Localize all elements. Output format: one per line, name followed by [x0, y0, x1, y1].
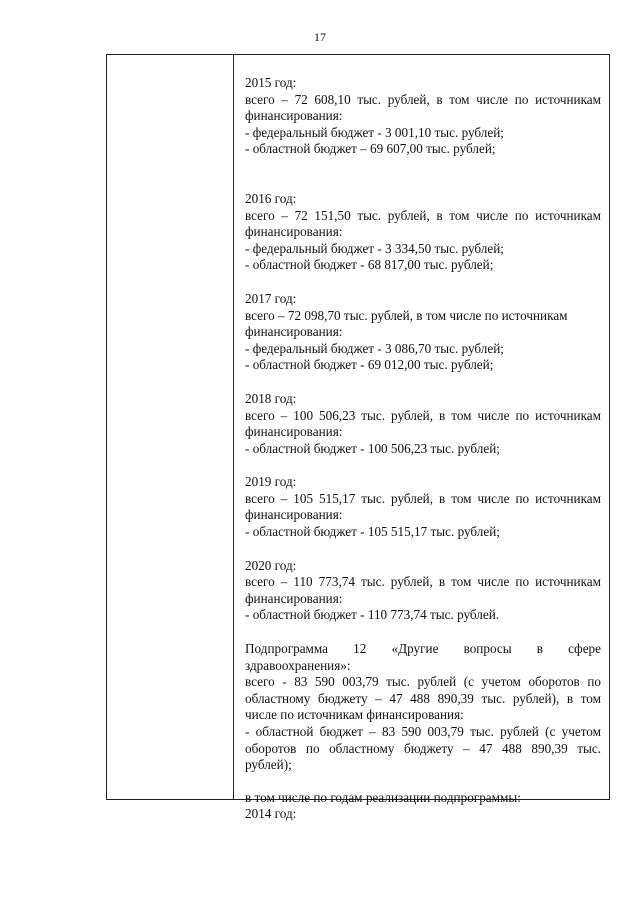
- table-left-column: [107, 55, 234, 799]
- total-line: всего – 72 151,50 тыс. рублей, в том числе по источникам: [245, 207, 601, 223]
- funding-item: - федеральный бюджет - 3 001,10 тыс. рублей;: [245, 124, 504, 140]
- subprogram-total-cont: областному бюджету – 47 488 890,39 тыс. рублей), в том: [245, 690, 601, 706]
- funding-item: - областной бюджет – 69 607,00 тыс. рублей;: [245, 141, 496, 157]
- total-line: всего – 72 098,70 тыс. рублей, в том числе по источникам: [245, 307, 568, 323]
- total-line: всего – 110 773,74 тыс. рублей, в том числе по источникам: [245, 574, 601, 590]
- page-number: 17: [314, 30, 326, 44]
- financing-label: финансирования:: [245, 324, 343, 340]
- funding-item: - областной бюджет - 69 012,00 тыс. рублей;: [245, 357, 494, 373]
- funding-block-2015: [245, 75, 601, 158]
- subprogram-block: [245, 641, 601, 774]
- subprogram-item: - областной бюджет – 83 590 003,79 тыс. рублей (с учетом: [245, 724, 601, 739]
- subprogram-title-cont: здравоохранения»:: [245, 657, 351, 673]
- funding-item: - федеральный бюджет - 3 334,50 тыс. рублей;: [245, 240, 504, 256]
- subprogram-total: всего - 83 590 003,79 тыс. рублей (с учетом оборотов по: [245, 674, 601, 690]
- funding-item: - областной бюджет - 68 817,00 тыс. рублей;: [245, 257, 494, 273]
- funding-item: - областной бюджет - 110 773,74 тыс. рублей.: [245, 607, 500, 623]
- year-heading: 2014 год:: [245, 806, 297, 822]
- document-table: [106, 54, 610, 822]
- funding-block-2016: [245, 191, 601, 274]
- financing-label: финансирования:: [245, 108, 343, 124]
- funding-block-2017: [245, 291, 601, 374]
- subprogram-item-cont: рублей);: [245, 757, 292, 773]
- financing-label: финансирования:: [245, 590, 343, 606]
- year-heading: 2017 год:: [245, 290, 297, 306]
- table-right-column: [235, 55, 609, 823]
- total-line: всего – 105 515,17 тыс. рублей, в том числе по источникам: [245, 490, 601, 506]
- financing-label: финансирования:: [245, 507, 343, 523]
- total-line: всего – 100 506,23 тыс. рублей, в том числе по источникам: [245, 407, 601, 423]
- by-years-label: в том числе по годам реализации подпрограммы:: [245, 789, 521, 805]
- subprogram-title: Подпрограмма 12 «Другие вопросы в сфере: [245, 641, 601, 657]
- funding-item: - областной бюджет - 105 515,17 тыс. рублей;: [245, 524, 500, 540]
- subprogram-years-block: [245, 790, 601, 823]
- year-heading: 2019 год:: [245, 474, 297, 490]
- year-heading: 2018 год:: [245, 390, 297, 406]
- subprogram-item-cont: оборотов по областному бюджету – 47 488 890,39 тыс.: [245, 740, 601, 756]
- total-line: всего – 72 608,10 тыс. рублей, в том числе по источникам: [245, 91, 601, 107]
- year-heading: 2015 год:: [245, 75, 297, 90]
- funding-item: - областной бюджет - 100 506,23 тыс. рублей;: [245, 440, 500, 456]
- subprogram-total-cont: числе по источникам финансирования:: [245, 707, 464, 723]
- funding-block-2020: [245, 558, 601, 624]
- funding-block-2018: [245, 391, 601, 457]
- year-heading: 2016 год:: [245, 190, 297, 206]
- funding-block-2019: [245, 474, 601, 540]
- year-heading: 2020 год:: [245, 557, 297, 573]
- funding-item: - федеральный бюджет - 3 086,70 тыс. рублей;: [245, 340, 504, 356]
- financing-label: финансирования:: [245, 424, 343, 440]
- financing-label: финансирования:: [245, 224, 343, 240]
